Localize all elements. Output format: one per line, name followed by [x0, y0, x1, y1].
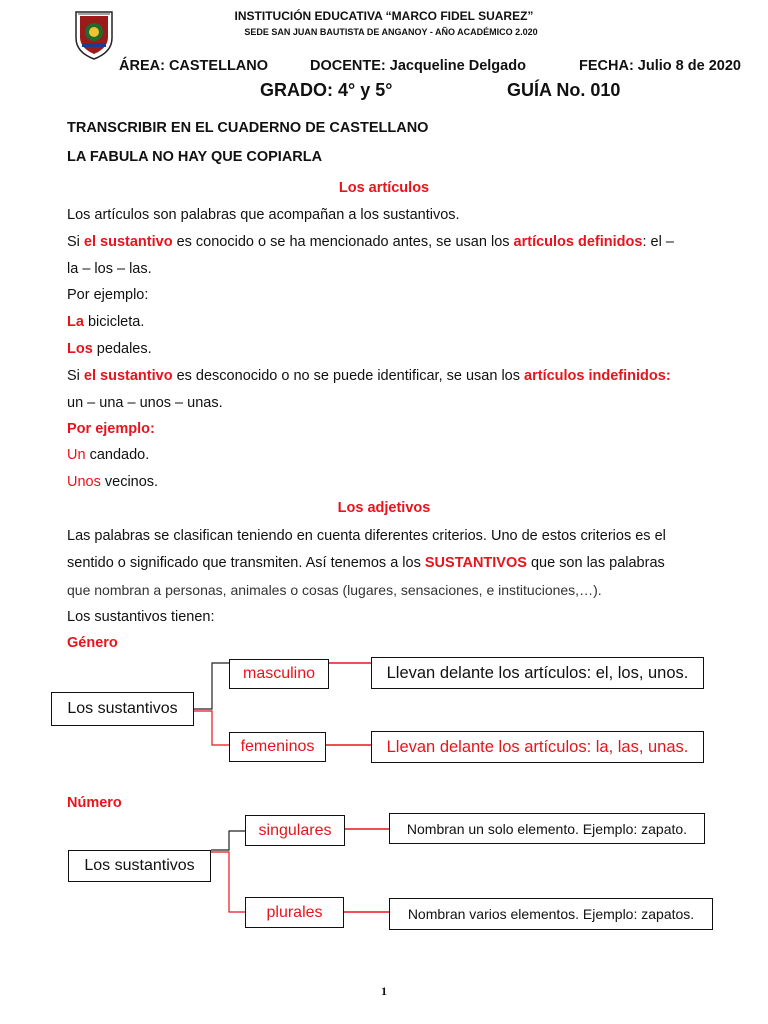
example-line: La bicicleta.: [67, 314, 145, 330]
instruction-line-2: LA FABULA NO HAY QUE COPIARLA: [67, 149, 323, 165]
grado-label: GRADO: 4° y 5°: [260, 80, 393, 100]
genero-branch-femeninos: femeninos: [229, 732, 326, 762]
numero-desc-plurales: Nombran varios elementos. Ejemplo: zapatos.: [389, 898, 713, 930]
paragraph: Los sustantivos tienen:: [67, 609, 215, 625]
paragraph: sentido o significado que transmiten. Así tenemos a los SUSTANTIVOS que son las palabras: [67, 555, 665, 571]
paragraph: la – los – las.: [67, 261, 152, 277]
example-line: Unos vecinos.: [67, 474, 159, 490]
instruction-line-1: TRANSCRIBIR EN EL CUADERNO DE CASTELLANO: [67, 120, 429, 136]
numero-desc-singulares: Nombran un solo elemento. Ejemplo: zapato.: [389, 813, 705, 844]
numero-branch-singulares: singulares: [245, 815, 345, 846]
section-title-adjetivos: Los adjetivos: [337, 500, 431, 516]
area-label: ÁREA: CASTELLANO: [119, 58, 269, 74]
paragraph: Los artículos son palabras que acompañan a los sustantivos.: [67, 207, 460, 223]
genero-desc-femeninos: Llevan delante los artículos: la, las, unas.: [371, 731, 704, 763]
genero-root-box: Los sustantivos: [51, 692, 194, 726]
sede-line: SEDE SAN JUAN BAUTISTA DE ANGANOY - AÑO ACADÉMICO 2.020: [244, 27, 538, 37]
paragraph: que nombran a personas, animales o cosas (lugares, sensaciones, e instituciones,…).: [67, 582, 602, 598]
genero-label: Género: [67, 635, 118, 651]
paragraph: un – una – unos – unas.: [67, 395, 223, 411]
paragraph: Si el sustantivo es conocido o se ha mencionado antes, se usan los artículos definidos: el –: [67, 234, 674, 250]
docente-label: DOCENTE: Jacqueline Delgado: [310, 58, 526, 74]
paragraph: Por ejemplo:: [67, 287, 149, 303]
genero-branch-masculino: masculino: [229, 659, 329, 689]
fecha-label: FECHA: Julio 8 de 2020: [579, 58, 741, 74]
guia-label: GUÍA No. 010: [507, 80, 621, 100]
section-title-articulos: Los artículos: [338, 180, 430, 196]
example-heading: Por ejemplo:: [67, 421, 155, 437]
numero-root-box: Los sustantivos: [68, 850, 211, 882]
institution-name: INSTITUCIÓN EDUCATIVA “MARCO FIDEL SUAREZ”: [234, 9, 534, 23]
example-line: Un candado.: [67, 447, 150, 463]
paragraph: Las palabras se clasifican teniendo en cuenta diferentes criterios. Uno de estos criterios es el: [67, 528, 666, 544]
numero-branch-plurales: plurales: [245, 897, 344, 928]
numero-label: Número: [67, 795, 122, 811]
paragraph: Si el sustantivo es desconocido o no se puede identificar, se usan los artículos indefinidos:: [67, 368, 671, 384]
page-number: 1: [381, 984, 387, 998]
example-line: Los pedales.: [67, 341, 152, 357]
genero-desc-masculino: Llevan delante los artículos: el, los, unos.: [371, 657, 704, 689]
